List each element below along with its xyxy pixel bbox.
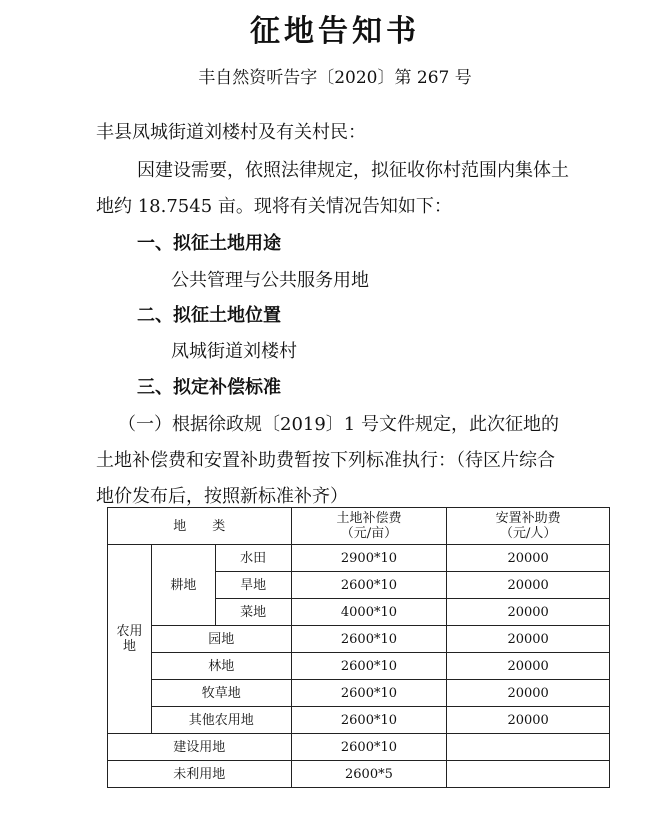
land-type: 菜地 (215, 599, 291, 626)
intro-line-1: 因建设需要，依照法律规定，拟征收你村范围内集体土 (137, 160, 569, 181)
group-farmland-line1: 农用 (116, 624, 143, 639)
land-type: 未利用地 (108, 761, 292, 788)
land-compensation-value: 4000*10 (291, 599, 447, 626)
group-farmland-line2: 地 (122, 639, 136, 654)
land-compensation-value: 2600*5 (291, 761, 447, 788)
document-number: 丰自然资听告字〔2020〕第 267 号 (198, 68, 472, 88)
resettlement-value: 20000 (447, 572, 610, 599)
resettlement-value: 20000 (447, 626, 610, 653)
table-row (108, 707, 610, 734)
section-heading-purpose: 一、拟征土地用途 (137, 233, 281, 254)
comp-para-line-2: 土地补偿费和安置补助费暂按下列标准执行：（待区片综合 (96, 450, 555, 471)
resettlement-value: 20000 (447, 707, 610, 734)
land-type: 林地 (151, 653, 291, 680)
land-type: 水田 (215, 545, 291, 572)
land-compensation-value: 2900*10 (291, 545, 447, 572)
comp-para-line-1: （一）根据徐政规〔2019〕1 号文件规定，此次征地的 (118, 414, 559, 435)
resettlement-value: 20000 (447, 680, 610, 707)
resettlement-value (447, 734, 610, 761)
compensation-table (107, 507, 610, 788)
table-header-row (108, 508, 610, 545)
subgroup-arable: 耕地 (151, 545, 215, 626)
comp-para-line-3: 地价发布后，按照新标准补齐） (96, 486, 348, 507)
land-type: 园地 (151, 626, 291, 653)
land-type: 旱地 (215, 572, 291, 599)
intro-line-2: 地约 18.7545 亩。现将有关情况告知如下： (96, 196, 452, 217)
document-title: 征地告知书 (250, 14, 420, 49)
land-compensation-value: 2600*10 (291, 572, 447, 599)
header-land-compensation (291, 508, 447, 545)
land-type: 其他农用地 (151, 707, 291, 734)
land-type: 牧草地 (151, 680, 291, 707)
header-category: 地 类 (108, 508, 292, 545)
section-heading-compensation: 三、拟定补偿标准 (137, 377, 281, 398)
land-compensation-value: 2600*10 (291, 626, 447, 653)
resettlement-value: 20000 (447, 599, 610, 626)
salutation: 丰县凤城街道刘楼村及有关村民： (96, 122, 366, 143)
table-row (108, 761, 610, 788)
header-land-comp-line1: 土地补偿费 (336, 511, 402, 526)
resettlement-value: 20000 (447, 545, 610, 572)
section-content-location: 凤城街道刘楼村 (171, 341, 297, 362)
table-row (108, 653, 610, 680)
header-resettle-line2: （元/人） (499, 526, 557, 541)
land-compensation-value: 2600*10 (291, 653, 447, 680)
table-row (108, 545, 610, 572)
header-resettle-line1: 安置补助费 (495, 511, 561, 526)
table-row (108, 734, 610, 761)
land-type: 建设用地 (108, 734, 292, 761)
land-compensation-value: 2600*10 (291, 734, 447, 761)
section-content-purpose: 公共管理与公共服务用地 (171, 270, 369, 291)
section-heading-location: 二、拟征土地位置 (137, 305, 281, 326)
resettlement-value: 20000 (447, 653, 610, 680)
land-compensation-value: 2600*10 (291, 680, 447, 707)
header-land-comp-line2: （元/亩） (340, 526, 398, 541)
land-compensation-value: 2600*10 (291, 707, 447, 734)
resettlement-value (447, 761, 610, 788)
group-farmland (108, 545, 152, 734)
table-row (108, 626, 610, 653)
header-resettlement (447, 508, 610, 545)
table-row (108, 680, 610, 707)
